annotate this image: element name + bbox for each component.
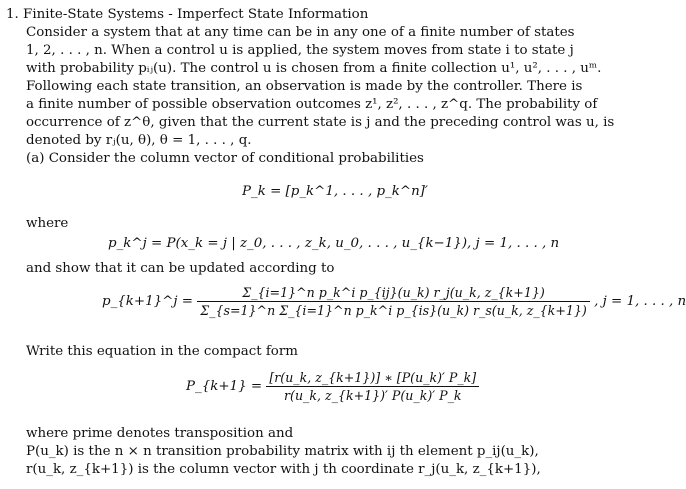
problem-title: Finite-State Systems - Imperfect State Information [23, 7, 369, 22]
problem-heading [6, 6, 368, 24]
intro-line-3: with probability pᵢⱼ(u). The control u is chosen from a finite collection u¹, u², . . . , uᵐ. [26, 61, 602, 76]
equation-compact-fraction [266, 370, 479, 403]
intro-line-7: denoted by rⱼ(u, θ), θ = 1, . . . , q. [26, 133, 252, 148]
equation-update [102, 285, 686, 318]
equation-update-lhs: p_{k+1}^j = [102, 294, 194, 309]
problem-number: 1. [6, 7, 19, 22]
part-a-text: (a) Consider the column vector of conditional probabilities [26, 151, 424, 166]
where-label: where [26, 216, 69, 231]
intro-line-1: Consider a system that at any time can be in any one of a finite number of states [26, 25, 575, 40]
intro-line-2: 1, 2, . . . , n. When a control u is applied, the system moves from state i to state j [26, 43, 574, 58]
closing-line-3: r(u_k, z_{k+1}) is the column vector with j th coordinate r_j(u_k, z_{k+1}), [26, 462, 541, 477]
equation-conditional-probability: p_k^j = P(x_k = j | z_0, . . . , z_k, u_0, . . . , u_{k−1}), j = 1, . . . , n [108, 236, 560, 251]
equation-update-range: , j = 1, . . . , n [594, 294, 686, 309]
equation-column-vector: P_k = [p_k^1, . . . , p_k^n]′ [242, 184, 428, 199]
equation-compact [186, 370, 479, 403]
equation-update-denominator: Σ_{s=1}^n Σ_{i=1}^n p_k^i p_{is}(u_k) r_s(u_k, z_{k+1}) [200, 303, 587, 318]
equation-compact-lhs: P_{k+1} = [186, 379, 263, 394]
equation-compact-numerator: [r(u_k, z_{k+1})] ∗ [P(u_k)′ P_k] [266, 370, 479, 387]
equation-update-fraction [197, 285, 590, 318]
closing-line-1: where prime denotes transposition and [26, 426, 294, 441]
intro-line-6: occurrence of z^θ, given that the current state is j and the preceding control was u, is [26, 115, 615, 130]
intro-line-4: Following each state transition, an observation is made by the controller. There is [26, 79, 583, 94]
closing-line-2: P(u_k) is the n × n transition probability matrix with ij th element p_ij(u_k), [26, 444, 539, 459]
equation-compact-denominator: r(u_k, z_{k+1})′ P(u_k)′ P_k [284, 388, 462, 403]
intro-line-5: a finite number of possible observation outcomes z¹, z², . . . , z^q. The probability of [26, 97, 598, 112]
show-text: and show that it can be updated according to [26, 261, 335, 276]
equation-update-numerator: Σ_{i=1}^n p_k^i p_{ij}(u_k) r_j(u_k, z_{k+1}) [197, 285, 590, 302]
compact-form-text: Write this equation in the compact form [26, 344, 298, 359]
